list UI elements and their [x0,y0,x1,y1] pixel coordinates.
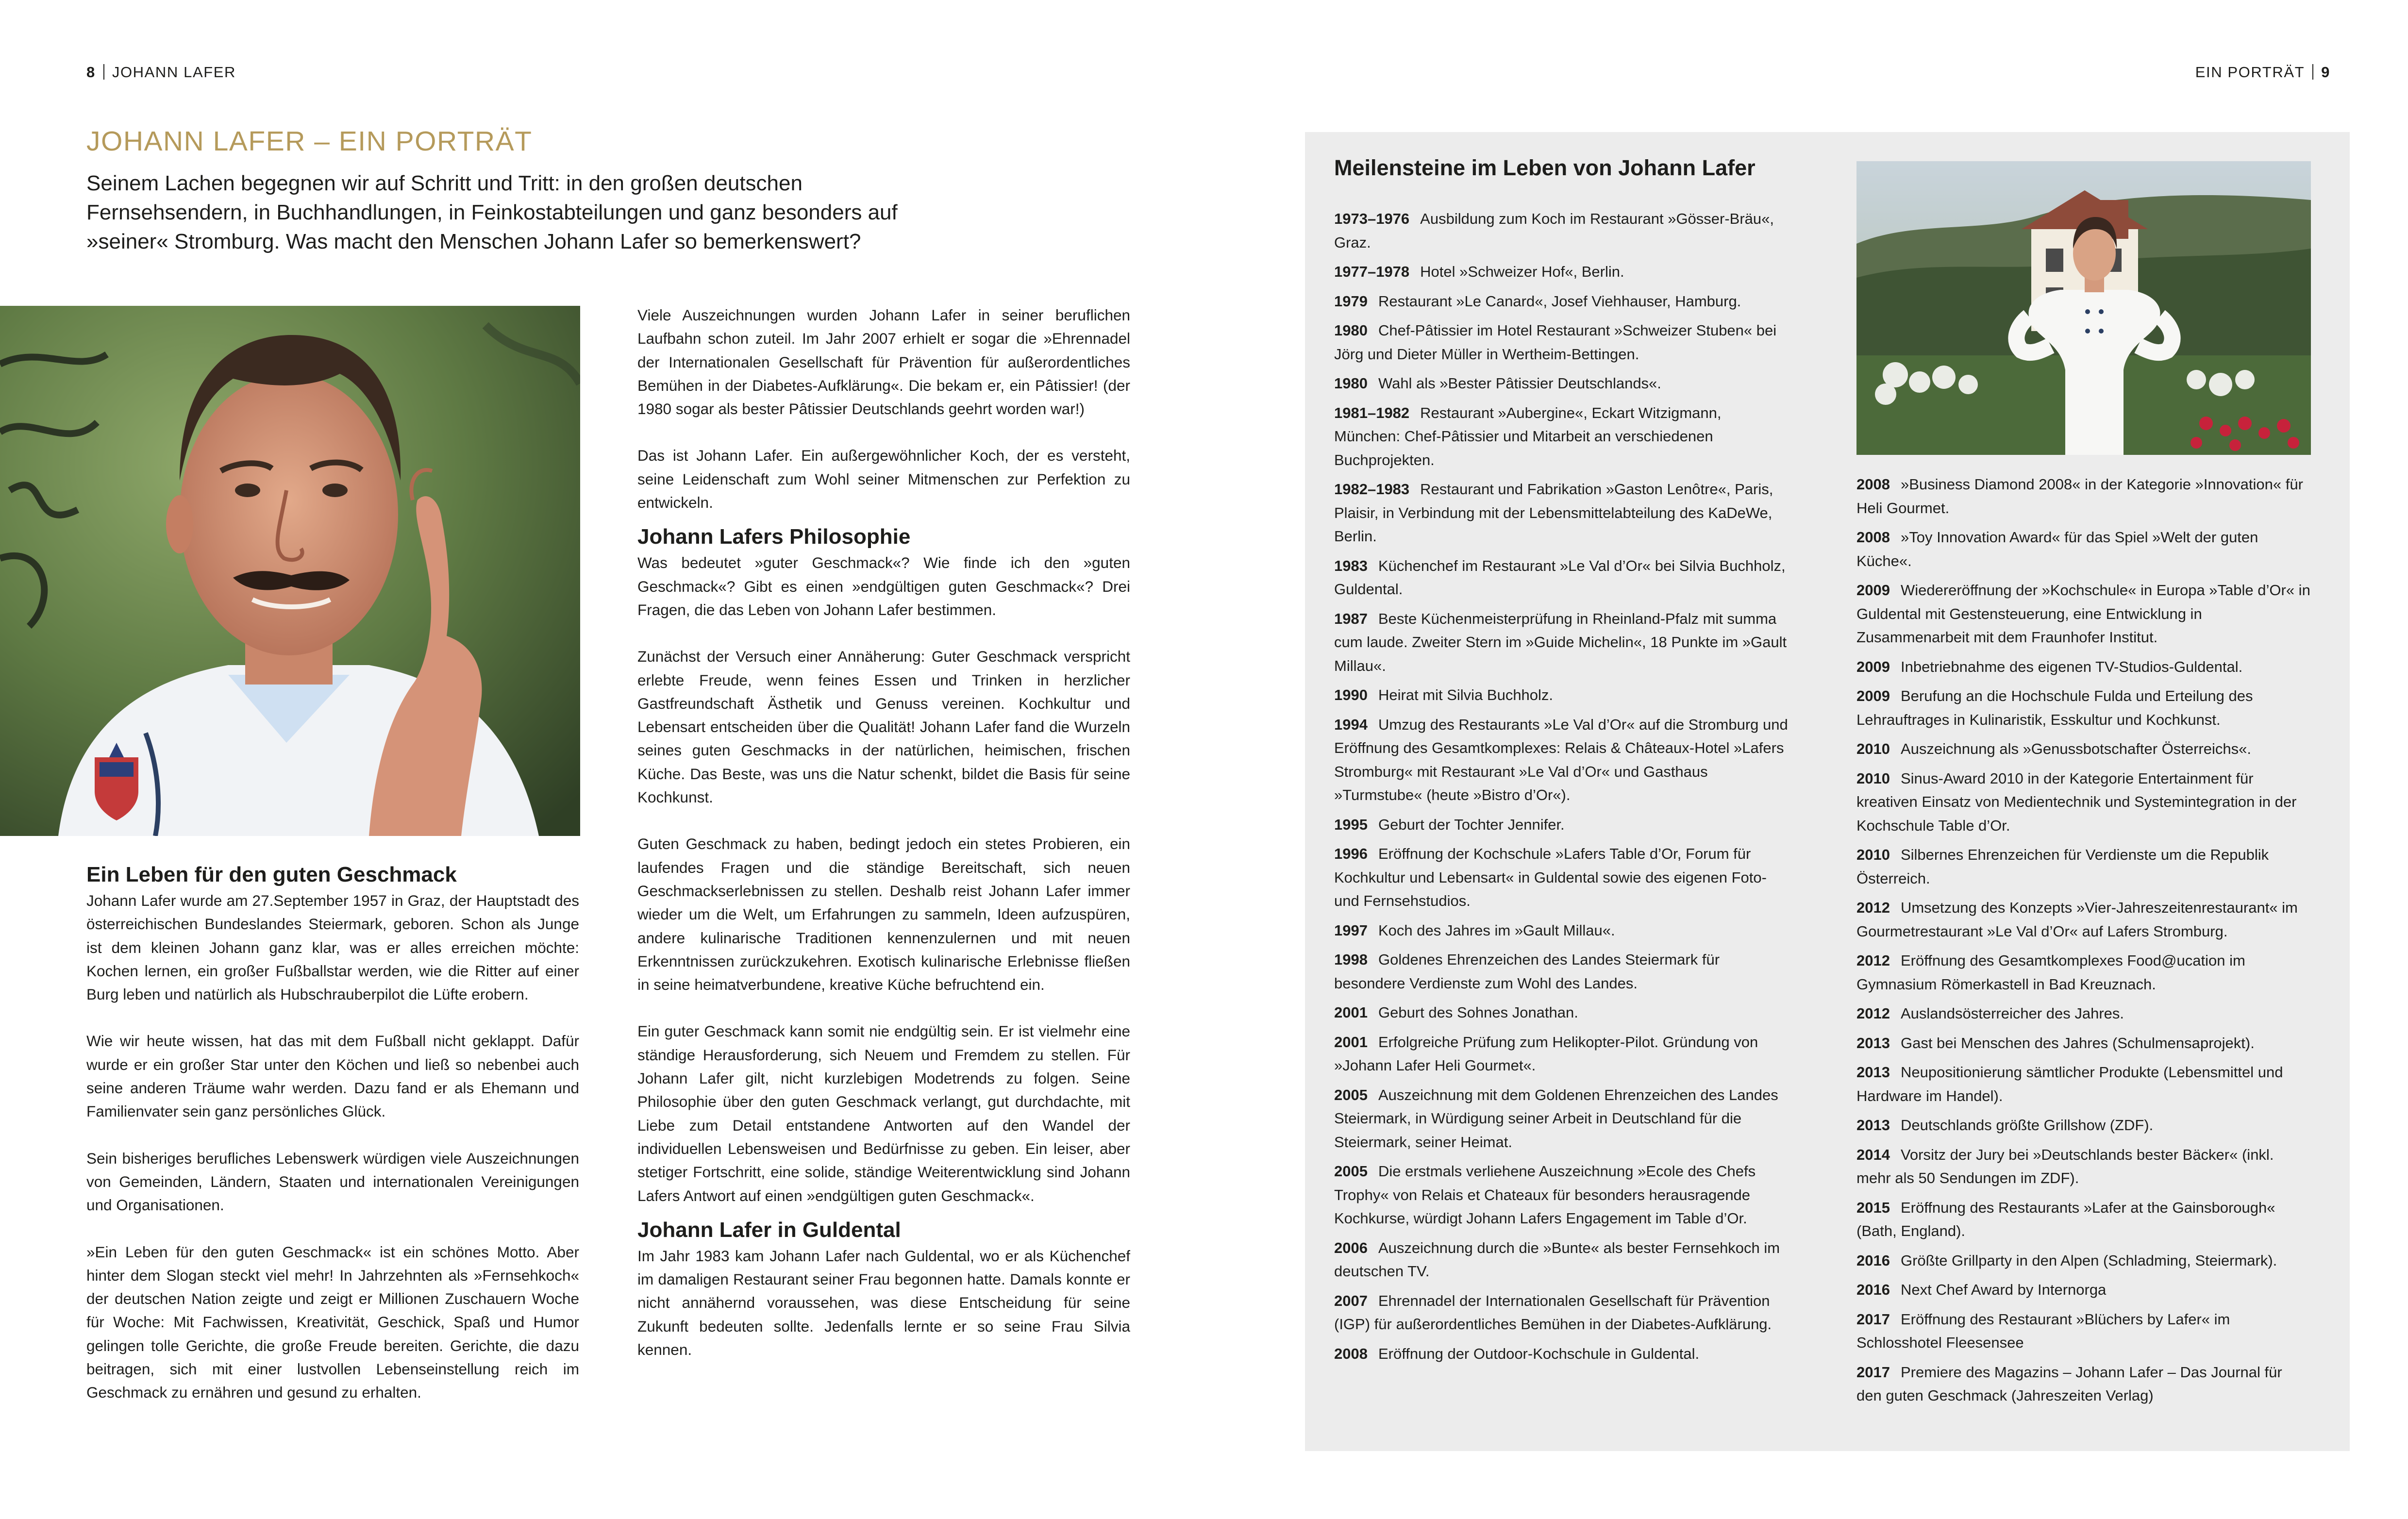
milestone-item: 2007 Ehrennadel der Internationalen Gesellschaft für Prävention (IGP) für außerordentliches Bemühen in der Diabetes-Aufklärung. [1334,1292,1772,1333]
milestone-item: 2010 Silbernes Ehrenzeichen für Verdienste um die Republik Österreich. [1856,846,2269,887]
milestone-item: 2008 »Toy Innovation Award« für das Spiel »Welt der guten Küche«. [1856,529,2258,569]
milestone-item: 2013 Deutschlands größte Grillshow (ZDF). [1856,1117,2154,1134]
article-title: JOHANN LAFER – EIN PORTRÄT [86,126,533,157]
milestone-item: 1987 Beste Küchenmeisterprüfung in Rheinland-Pfalz mit summa cum laude. Zweiter Stern im »Guide Michelin«, 18 Punkte im »Gault Millau«. [1334,610,1787,674]
milestone-item: 1994 Umzug des Restaurants »Le Val d’Or« auf die Stromburg und Eröffnung des Gesamtkomplexes: Relais & Châteaux-Hotel »Lafers Stromburg« mit Restaurant »Le Val d’Or« und Gasthaus »Turmstube« (heute »Bistro d’Or«). [1334,716,1788,803]
milestone-item: 2005 Die erstmals verliehene Auszeichnung »Ecole des Chefs Trophy« von Relais et Chateaux für besonders herausragende Kochkurse, würdigt Johann Lafers Engagement im Table d’Or. [1334,1163,1756,1227]
portrait-photo [0,306,580,836]
milestone-item: 2012 Auslandsösterreicher des Jahres. [1856,1005,2124,1022]
milestone-item: 2017 Premiere des Magazins – Johann Lafer – Das Journal für den guten Geschmack (Jahreszeiten Verlag) [1856,1363,2282,1404]
milestone-item: 2009 Wiedereröffnung der »Kochschule« in Europa »Table d’Or« in Guldental mit Gestensteuerung, eine Entwicklung in Zusammenarbeit mit dem Fraunhofer Institut. [1856,582,2310,646]
milestone-item: 2010 Sinus-Award 2010 in der Kategorie Entertainment für kreativen Einsatz von Medientechnik und Systemintegration in der Kochschule Table d’Or. [1856,769,2297,834]
milestone-item: 1998 Goldenes Ehrenzeichen des Landes Steiermark für besondere Verdienste zum Wohl des Landes. [1334,951,1720,992]
milestone-item: 1990 Heirat mit Silvia Buchholz. [1334,686,1554,703]
milestone-item: 1981–1982 Restaurant »Aubergine«, Eckart Witzigmann, München: Chef-Pâtissier und Mitarbeit an verschiedenen Buchprojekten. [1334,404,1722,468]
milestone-item: 1997 Koch des Jahres im »Gault Millau«. [1334,921,1615,939]
milestone-item: 2009 Inbetriebnahme des eigenen TV-Studios-Guldental. [1856,658,2243,675]
milestone-item: 2012 Eröffnung des Gesamtkomplexes Food@ucation im Gymnasium Römerkastell in Bad Kreuznach. [1856,952,2245,993]
milestone-item: 1980 Wahl als »Bester Pâtissier Deutschlands«. [1334,375,1661,392]
text-column-2 [637,303,1130,1385]
section-heading-philosophie: Johann Lafers Philosophie [637,525,911,549]
milestone-item: 2001 Geburt des Sohnes Jonathan. [1334,1004,1578,1021]
header-divider [103,64,104,80]
milestone-item: 1973–1976 Ausbildung zum Koch im Restaurant »Gösser-Bräu«, Graz. [1334,210,1774,251]
paragraph: Wie wir heute wissen, hat das mit dem Fußball nicht geklappt. Dafür wurde er ein großer Star unter den Köchen und ließ so nebenbei auch seine anderen Träume wahr werden. Dazu fand er als Ehemann und Familienvater sein ganz persönliches Glück. [86,1032,579,1120]
milestone-item: 2010 Auszeichnung als »Genussbotschafter Österreichs«. [1856,740,2251,757]
article-lead: Seinem Lachen begegnen wir auf Schritt und Tritt: in den großen deutschen Fernsehsendern, in Buchhandlungen, in Feinkostabteilungen und ganz besonders auf »seiner« Stromburg. Was macht den Menschen Johann Lafer so bemerkenswert? [86,171,898,253]
milestone-item: 2016 Größte Grillparty in den Alpen (Schladming, Steiermark). [1856,1252,2277,1269]
page-number-left: 8 [86,64,96,81]
paragraph: Das ist Johann Lafer. Ein außergewöhnlicher Koch, der es versteht, seine Leidenschaft zum Wohl seiner Mitmenschen zur Perfektion zu entwickeln. [637,447,1130,512]
milestone-item: 2001 Erfolgreiche Prüfung zum Helikopter-Pilot. Gründung von »Johann Lafer Heli Gourmet«. [1334,1033,1758,1074]
section-heading-guldental: Johann Lafer in Guldental [637,1218,901,1242]
running-title-left: JOHANN LAFER [112,64,236,81]
section-heading-leben: Ein Leben für den guten Geschmack [86,863,457,886]
header-divider [2312,64,2313,80]
paragraph: Sein bisheriges berufliches Lebenswerk würdigen viele Auszeichnungen von Gemeinden, Ländern, Staaten und internationalen Vereinigungen und Organisationen. [86,1149,579,1214]
text-column-1 [86,861,579,1428]
page-number-right: 9 [2321,64,2330,81]
paragraph: Was bedeutet »guter Geschmack«? Wie finde ich den »guten Geschmack«? Gibt es einen »endgültigen guten Geschmack«? Drei Fragen, die das Leben von Johann Lafer bestimmen. [637,554,1130,618]
milestones-list-right [1856,473,2310,1414]
running-header-right [2195,64,2330,81]
milestone-item: 2016 Next Chef Award by Internorga [1856,1281,2107,1298]
milestone-item: 2014 Vorsitz der Jury bei »Deutschlands bester Bäcker« (inkl. mehr als 50 Sendungen im ZDF). [1856,1146,2274,1186]
paragraph: Ein guter Geschmack kann somit nie endgültig sein. Er ist vielmehr eine ständige Herausforderung, sich Neuem und Fremdem zu stellen. Für Johann Lafer gilt, nicht kurzlebigen Modetrends zu folgen. Seine Philosophie über den guten Geschmack verlangt, gut durchdachte, mit Liebe zum Detail entstandene Antworten auf den Wandel der individuellen Lebensweisen und Bedürfnisse zu geben. Ein leiser, aber stetiger Fortschritt, eine solide, ständige Weiterentwicklung sind Johann Lafers Antwort auf einen »endgültigen guten Geschmack«. [637,1022,1130,1204]
milestone-item: 1977–1978 Hotel »Schweizer Hof«, Berlin. [1334,263,1624,280]
milestone-item: 1982–1983 Restaurant und Fabrikation »Gaston Lenôtre«, Paris, Plaisir, in Verbindung mit der Lebensmittelabteilung des KaDeWe, Berlin. [1334,481,1773,545]
milestone-item: 1983 Küchenchef im Restaurant »Le Val d’Or« bei Silvia Buchholz, Guldental. [1334,557,1786,598]
paragraph: »Ein Leben für den guten Geschmack« ist ein schönes Motto. Aber hinter dem Slogan steckt viel mehr! In Jahrzehnten als »Fernsehkoch« der deutschen Nation zeigte und zeigt er Millionen Zuschauern Woche für Woche: Mit Fachwissen, Kreativität, Geschick, Spaß und Humor gelingen tolle Gerichte, die große Freude bereiten. Gerichte, die dazu beitragen, sich mit einer lustvollen Lebenseinstellung reich im Geschmack zu ernähren und gesund zu erhalten. [86,1243,579,1402]
milestone-item: 2017 Eröffnung des Restaurant »Blüchers by Lafer« im Schlosshotel Fleesensee [1856,1310,2230,1351]
milestone-item: 1979 Restaurant »Le Canard«, Josef Viehhauser, Hamburg. [1334,292,1741,310]
milestone-item: 2015 Eröffnung des Restaurants »Lafer at the Gainsborough« (Bath, England). [1856,1199,2275,1239]
running-header-left [86,64,236,81]
paragraph: Im Jahr 1983 kam Johann Lafer nach Guldental, wo er als Küchenchef im damaligen Restaurant seiner Frau begonnen hatte. Damals konnte er nicht annähernd voraussehen, was diese Entscheidung für seine Zukunft bedeuten sollte. Jedenfalls lernte er so seine Frau Silvia kennen. [637,1247,1130,1358]
milestone-item: 2009 Berufung an die Hochschule Fulda und Erteilung des Lehrauftrages in Kulinaristik, Esskultur und Kochkunst. [1856,687,2253,728]
milestones-heading: Meilensteine im Leben von Johann Lafer [1334,155,1756,180]
chef-photo [1856,161,2311,455]
milestone-item: 1980 Chef-Pâtissier im Hotel Restaurant »Schweizer Stuben« bei Jörg und Dieter Müller in Wertheim-Bettingen. [1334,322,1777,363]
milestone-item: 2006 Auszeichnung durch die »Bunte« als bester Fernsehkoch im deutschen TV. [1334,1239,1780,1280]
milestone-item: 1996 Eröffnung der Kochschule »Lafers Table d’Or, Forum für Kochkultur und Lebensart« in Guldental sowie des eigenen Foto- und Fernsehstudios. [1334,845,1767,909]
milestone-item: 2008 Eröffnung der Outdoor-Kochschule in Guldental. [1334,1345,1700,1362]
milestone-item: 1995 Geburt der Tochter Jennifer. [1334,816,1565,833]
milestone-item: 2005 Auszeichnung mit dem Goldenen Ehrenzeichen des Landes Steiermark, in Würdigung seiner Arbeit in Deutschland für die Steiermark, seiner Heimat. [1334,1086,1778,1151]
milestones-panel [1305,132,2350,1451]
milestones-list-left [1334,207,1788,1371]
paragraph: Johann Lafer wurde am 27.September 1957 in Graz, der Hauptstadt des österreichischen Bundeslandes Steiermark, geboren. Schon als Junge ist dem kleinen Johann ganz klar, was er alles erreichen möchte: Kochen lernen, ein großer Fußballstar werden, wie die Ritter auf einer Burg leben und natürlich als Hubschrauberpilot die Lüfte erobern. [86,892,579,1003]
milestone-item: 2008 »Business Diamond 2008« in der Kategorie »Innovation« für Heli Gourmet. [1856,476,2303,517]
paragraph: Guten Geschmack zu haben, bedingt jedoch ein stetes Probieren, ein laufendes Fragen und die ständige Bereitschaft, sich neuen Geschmackserlebnissen zu stellen. Deshalb reist Johann Lafer immer wieder um die Welt, um Erfahrungen zu sammeln, Ideen aufzuspüren, andere kulinarische Traditionen kennenzulernen und mit neuen Erkenntnissen zurückzukehren. Exotisch kulinarische Erlebnisse fließen in seine heimatverbundene, kreative Küche befruchtend ein. [637,835,1130,994]
milestone-item: 2012 Umsetzung des Konzepts »Vier-Jahreszeitenrestaurant« im Gourmetrestaurant »Le Val d’Or« auf Lafers Stromburg. [1856,899,2298,940]
milestone-item: 2013 Neupositionierung sämtlicher Produkte (Lebensmittel und Hardware im Handel). [1856,1064,2283,1104]
paragraph: Zunächst der Versuch einer Annäherung: Guter Geschmack verspricht erlebte Freude, wenn feines Essen und Trinken in herzlicher Gastfreundschaft Ästhetik und Genuss vereinen. Kochkultur und Lebensart entscheiden über die Qualität! Johann Lafer fand die Wurzeln seines guten Geschmacks in der natürlichen, heimischen, frischen Küche. Das Beste, was uns die Natur schenkt, bildet die Basis für seine Kochkunst. [637,648,1130,806]
paragraph: Viele Auszeichnungen wurden Johann Lafer in seiner beruflichen Laufbahn schon zuteil. Im Jahr 2007 erhielt er sogar die »Ehrennadel der Internationalen Gesellschaft für Prävention für außerordentliches Bemühen in der Diabetes-Aufklärung«. Die bekam er, ein Pâtissier! (der 1980 sogar als bester Pâtissier Deutschlands geehrt worden war!) [637,306,1130,418]
running-title-right: EIN PORTRÄT [2195,64,2305,81]
milestone-item: 2013 Gast bei Menschen des Jahres (Schulmensaprojekt). [1856,1034,2255,1052]
